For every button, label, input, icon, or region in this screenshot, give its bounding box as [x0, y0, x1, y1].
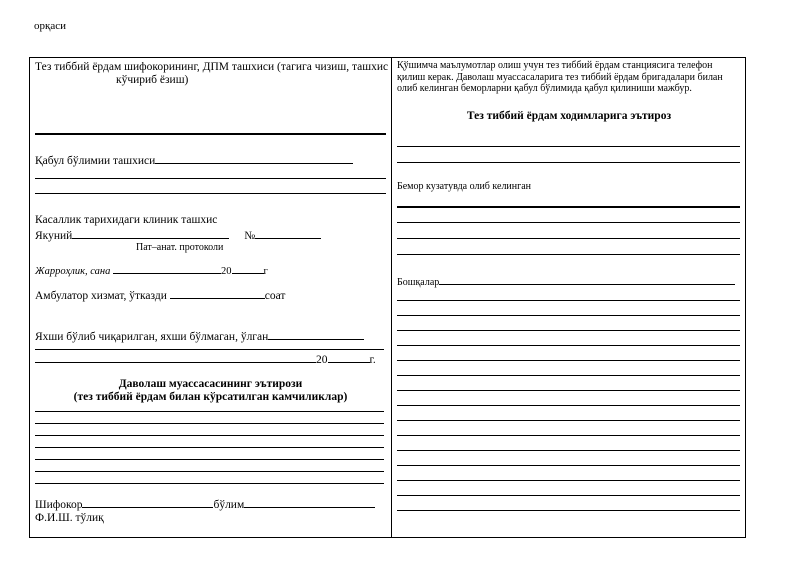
column-divider — [391, 57, 392, 538]
number-field[interactable] — [255, 229, 321, 239]
right-line-13 — [397, 405, 740, 406]
outpatient-label: Амбулатор хизмат, ўтказди — [35, 290, 167, 302]
number-sign: № — [244, 230, 256, 242]
right-line-20 — [397, 510, 740, 511]
admission-line-2 — [35, 193, 386, 194]
page-label: орқаси — [34, 20, 66, 32]
right-line-1 — [397, 146, 740, 147]
other-label: Бошқалар — [397, 277, 440, 288]
escort-line — [397, 206, 740, 208]
right-line-9 — [397, 345, 740, 346]
outcome-date-row — [35, 353, 376, 367]
final-label: Якуний — [35, 230, 73, 242]
outcome-year-prefix: 20 — [316, 354, 328, 366]
right-note-line1: Қўшимча маълумотлар олиш учун тез тиббий ёрдам станциясига телефон — [397, 60, 713, 71]
right-note-line2: қилиш керак. Даволаш муассасаларига тез тиббий ёрдам бригадалари билан — [397, 71, 723, 83]
right-line-19 — [397, 495, 740, 496]
outcome-label: Яхши бўлиб чиқарилган, яхши бўлмаган, ўлган — [35, 331, 269, 343]
surgery-year-suffix: г — [263, 266, 268, 277]
other-row — [397, 276, 735, 288]
objection-line-5 — [35, 459, 384, 460]
doctor-field[interactable] — [82, 498, 213, 508]
right-note — [397, 60, 723, 95]
objection-line-3 — [35, 435, 384, 436]
escort-label: Бемор кузатувда олиб келинган — [397, 181, 532, 192]
objection-line-1 — [35, 411, 384, 412]
right-note-line3: олиб келинган беморларни қабул бўлимида қабул қилиниши мажбур. — [397, 83, 692, 94]
diagnosis-line — [35, 133, 386, 135]
admission-diagnosis-field[interactable] — [155, 154, 353, 164]
admission-diagnosis-row — [35, 154, 353, 168]
objection-title: Даволаш муассасасининг эътирози — [118, 378, 303, 390]
hour-label: соат — [264, 290, 286, 302]
objection-subtitle: (тез тиббий ёрдам билан кўрсатилган камчиликлар) — [73, 391, 348, 403]
surgery-year-prefix: 20 — [221, 266, 232, 277]
right-line-8 — [397, 330, 740, 331]
department-label: бўлим — [213, 499, 245, 511]
right-heading: Тез тиббий ёрдам ходимларига эътироз — [466, 110, 672, 122]
other-field[interactable] — [439, 276, 735, 285]
outcome-date-field[interactable] — [35, 353, 316, 363]
surgery-year-field[interactable] — [232, 265, 264, 274]
outcome-field[interactable] — [268, 330, 364, 340]
outpatient-row — [35, 289, 285, 303]
right-line-5 — [397, 254, 740, 255]
outcome-line — [35, 349, 384, 350]
surgery-label: Жарроҳлик, сана — [35, 266, 111, 277]
fio-label: Ф.И.Ш. тўлиқ — [35, 512, 104, 524]
right-line-11 — [397, 375, 740, 376]
final-diagnosis-row — [35, 229, 321, 243]
right-line-14 — [397, 420, 740, 421]
surgery-date-field[interactable] — [113, 265, 221, 274]
left-title-line1: Тез тиббий ёрдам шифокорининг, ДПМ ташхиси (тагига чизиш, ташхис — [35, 61, 389, 73]
pathology-label: Пат–анат. протоколи — [136, 242, 224, 253]
right-line-2 — [397, 162, 740, 163]
doctor-label: Шифокор — [35, 499, 83, 511]
left-title-line2: кўчириб ёзиш) — [116, 74, 189, 86]
surgery-row — [35, 265, 268, 277]
admission-line-1 — [35, 178, 386, 179]
objection-line-2 — [35, 423, 384, 424]
right-line-17 — [397, 465, 740, 466]
outcome-row — [35, 330, 364, 344]
right-line-15 — [397, 435, 740, 436]
right-line-16 — [397, 450, 740, 451]
right-line-3 — [397, 222, 740, 223]
right-line-7 — [397, 315, 740, 316]
department-field[interactable] — [244, 498, 375, 508]
right-line-10 — [397, 360, 740, 361]
final-diagnosis-field[interactable] — [72, 229, 229, 239]
outpatient-field[interactable] — [170, 289, 265, 299]
outcome-year-field[interactable] — [328, 353, 370, 363]
right-line-18 — [397, 480, 740, 481]
right-line-12 — [397, 390, 740, 391]
admission-diagnosis-label: Қабул бўлимии ташхиси — [35, 155, 156, 167]
clinical-diagnosis-label: Касаллик тарихидаги клиник ташхис — [35, 214, 218, 226]
doctor-row — [35, 498, 375, 512]
objection-line-6 — [35, 471, 384, 472]
right-line-6 — [397, 300, 740, 301]
objection-line-4 — [35, 447, 384, 448]
right-line-4 — [397, 238, 740, 239]
outcome-year-suffix: г. — [369, 354, 376, 366]
objection-line-7 — [35, 483, 384, 484]
